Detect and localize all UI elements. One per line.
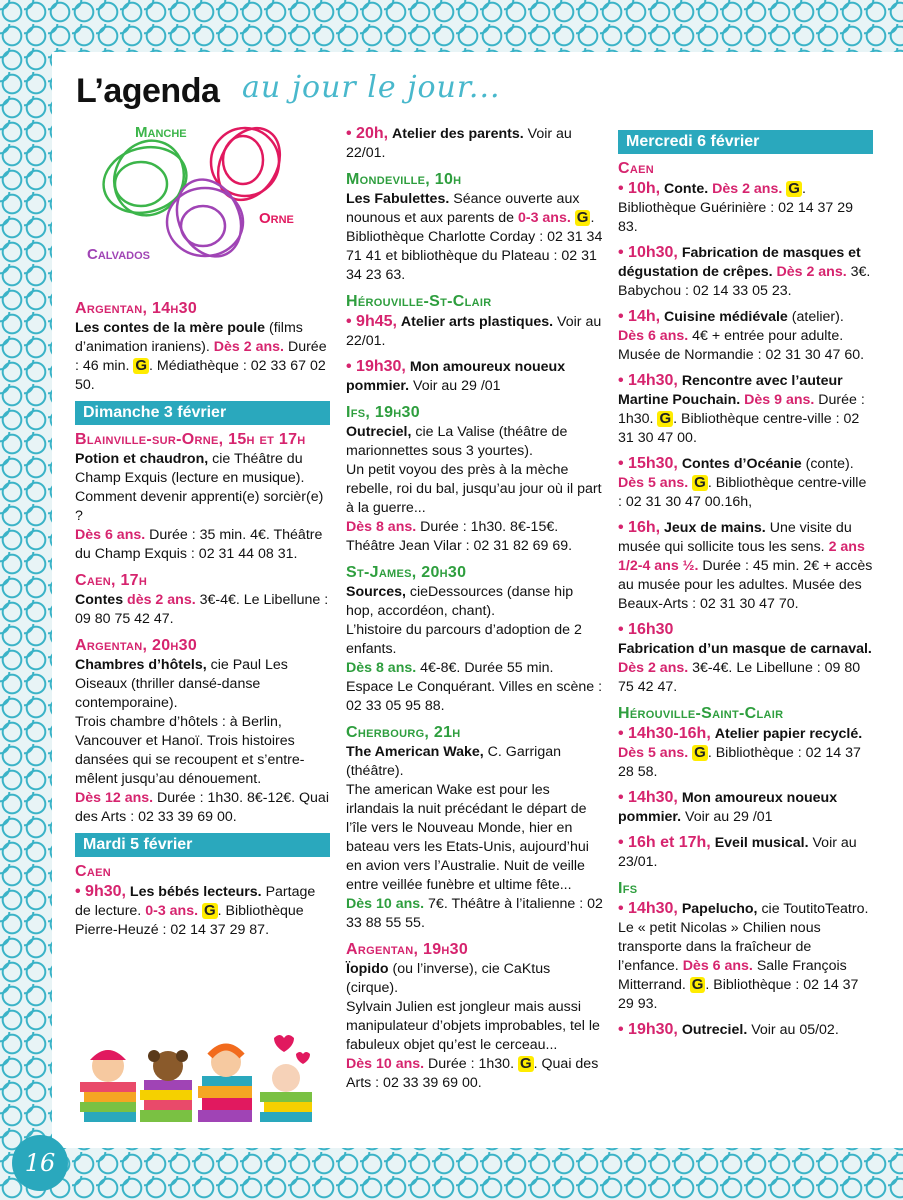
day-heading: Dimanche 3 février [75, 401, 330, 425]
city-heading: Blainville-sur-Orne, 15h et 17h [75, 431, 306, 448]
kids-books-illustration [80, 1032, 320, 1124]
free-badge: G [691, 976, 704, 993]
event-entry: • 14h30-16h, Atelier papier recyclé. Dès 5 ans. G . Bibliothèque : 02 14 37 28 58. [618, 725, 863, 780]
event-entry: • 10h30, Fabrication de masques et dégustation de crêpes. Dès 2 ans. 3€. Babychou : 02 14 33 05 23. [618, 244, 871, 299]
event-entry: Potion et chaudron, cie Théâtre du Champ Exquis (lecture en musique). Comment devenir apprenti(e) sorcièr(e) ? Dès 6 ans. Durée : 35 min. 4€. Théâtre du Champ Exquis : 02 31 44 08 31. [75, 451, 324, 562]
event-entry: • 14h30, Papelucho, cie ToutitoTeatro. Le « petit Nicolas » Chilien nous transporte dans la fraîcheur de l’enfance. Dès 6 ans. Salle François Mitterrand. G . Bibliothèque : 02 14 37 29 93. [618, 900, 869, 1012]
event-entry: • 14h, Cuisine médiévale (atelier). Dès 6 ans. 4€ + entrée pour adulte. Musée de Normandie : 02 31 30 47 60. [618, 308, 865, 363]
event-entry: Sources, cieDessources (danse hip hop, accordéon, chant). L’histoire du parcours d’adoption de 2 enfants. Dès 8 ans. 4€-8€. Durée 55 min. Espace Le Conquérant. Villes en scène : 02 33 05 95 88. [346, 584, 603, 714]
city-heading: Hérouville-St-Clair [346, 293, 492, 310]
city-heading: Argentan, 19h30 [346, 941, 469, 958]
event-entry: • 16h30 Fabrication d’un masque de carnaval. Dès 2 ans. 3€-4€. Le Libellune : 09 80 75 42 47. [618, 621, 872, 695]
event-entry: • 16h, Jeux de mains. Une visite du musée qui sollicite tous les sens. 2 ans 1/2-4 ans ½. Durée : 45 min. 2€ + accès au musée pour les adultes. Musée des Beaux-Arts : 02 31 30 47 70. [618, 519, 873, 612]
city-heading: Caen [75, 863, 111, 880]
day-heading: Mercredi 6 février [618, 130, 873, 154]
city-heading: Argentan, 14h30 [75, 300, 198, 317]
free-badge: G [659, 410, 672, 427]
page-title: L’agenda [76, 72, 220, 110]
city-heading: Argentan, 20h30 [75, 637, 198, 654]
free-badge: G [519, 1055, 532, 1072]
event-entry: • 10h, Conte. Dès 2 ans. G . Bibliothèque Guérinière : 02 14 37 29 83. [618, 180, 854, 235]
column-left [75, 296, 330, 946]
free-badge: G [204, 902, 216, 919]
event-entry: • 19h30, Outreciel. Voir au 05/02. [618, 1021, 839, 1038]
event-entry: Outreciel, cie La Valise (théâtre de marionnettes sous 3 yourtes). Un petit voyou des près à la mèche rebelle, roi du bal, jusqu’au jour où il part à la guerre... Dès 8 ans. Durée : 1h30. 8€-15€. Théâtre Jean Vilar : 02 31 82 69 69. [346, 424, 602, 554]
free-badge: G [788, 180, 800, 197]
label-calvados: Calvados [87, 246, 150, 263]
kids-illustration-icon [80, 1032, 320, 1124]
column-right [618, 124, 873, 1046]
city-heading: Caen [618, 160, 654, 177]
event-entry: The American Wake, C. Garrigan (théâtre). The american Wake est pour les irlandais la nuit précédant le départ de l’île vers le Nouveau Monde, hier en bateau vers les Etats-Unis, aujourd’hui en avion vers l’Australie. Nuit de veille entre veillée funèbre et ultime fête... Dès 10 ans. 7€. Théâtre à l’italienne : 02 33 88 55 55. [346, 744, 603, 931]
event-entry: • 20h, Atelier des parents. Voir au 22/01. [346, 125, 572, 161]
event-entry: Les Fabulettes. Séance ouverte aux nounous et aux parents de 0-3 ans. G . Bibliothèque Charlotte Corday : 02 31 34 71 41 et bibliothèque du Plateau : 02 31 34 23 63. [346, 191, 603, 283]
city-heading: Ifs [618, 880, 638, 897]
day-heading: Mardi 5 février [75, 833, 330, 857]
event-entry: Contes dès 2 ans. 3€-4€. Le Libellune : 09 80 75 42 47. [75, 592, 329, 627]
column-middle [346, 124, 604, 1099]
event-entry: • 9h30, Les bébés lecteurs. Partage de lecture. 0-3 ans. G . Bibliothèque Pierre-Heuzé : 02 14 37 29 87. [75, 883, 316, 938]
page-content [52, 52, 903, 1148]
city-heading: Caen, 17h [75, 572, 148, 589]
event-entry: Ïopido (ou l’inverse), cie CaKtus (cirque). Sylvain Julien est jongleur mais aussi manipulateur d’objets improbables, tel le fabuleux objet qu’est le cerceau... Dès 10 ans. Durée : 1h30. G . Quai des Arts : 02 33 39 69 00. [346, 961, 600, 1091]
event-entry: • 9h45, Atelier arts plastiques. Voir au 22/01. [346, 313, 602, 349]
free-badge: G [694, 744, 706, 761]
event-entry: • 16h et 17h, Eveil musical. Voir au 23/01. [618, 834, 857, 870]
page-subtitle-script: au jour le jour... [242, 70, 501, 105]
event-entry: • 14h30, Rencontre avec l’auteur Martine Pouchain. Dès 9 ans. Durée : 1h30. G . Bibliothèque centre-ville : 02 31 30 47 00. [618, 372, 865, 446]
event-entry: • 14h30, Mon amoureux noueux pommier. Voir au 29 /01 [618, 789, 838, 825]
city-heading: Hérouville-Saint-Clair [618, 705, 784, 722]
page-number-badge: 16 [12, 1135, 68, 1191]
free-badge: G [576, 209, 589, 226]
free-badge: G [135, 357, 148, 374]
city-heading: St-James, 20h30 [346, 564, 467, 581]
city-heading: Mondeville, 10h [346, 171, 462, 188]
label-orne: Orne [259, 210, 294, 227]
event-entry: Chambres d’hôtels, cie Paul Les Oiseaux (thriller dansé-danse contemporaine). Trois chambre d’hôtels : à Berlin, Vancouver et Hanoï. Trois histoires dansées qui se recoupent et s’entremêlent jusqu’au dénouement. Dès 12 ans. Durée : 1h30. 8€-12€. Quai des Arts : 02 33 39 69 00. [75, 657, 329, 825]
event-entry: • 19h30, Mon amoureux noueux pommier. Voir au 29 /01 [346, 358, 566, 394]
event-entry: Les contes de la mère poule (films d’animation iraniens). Dès 2 ans. Durée : 46 min. G . Médiathèque : 02 33 67 02 50. [75, 320, 327, 393]
city-heading: Cherbourg, 21h [346, 724, 461, 741]
event-entry: • 15h30, Contes d’Océanie (conte). Dès 5 ans. G . Bibliothèque centre-ville : 02 31 30 47 00.16h, [618, 455, 867, 510]
free-badge: G [694, 474, 706, 491]
region-scribble-logo [77, 122, 307, 282]
label-manche: Manche [135, 124, 187, 141]
city-heading: Ifs, 19h30 [346, 404, 420, 421]
